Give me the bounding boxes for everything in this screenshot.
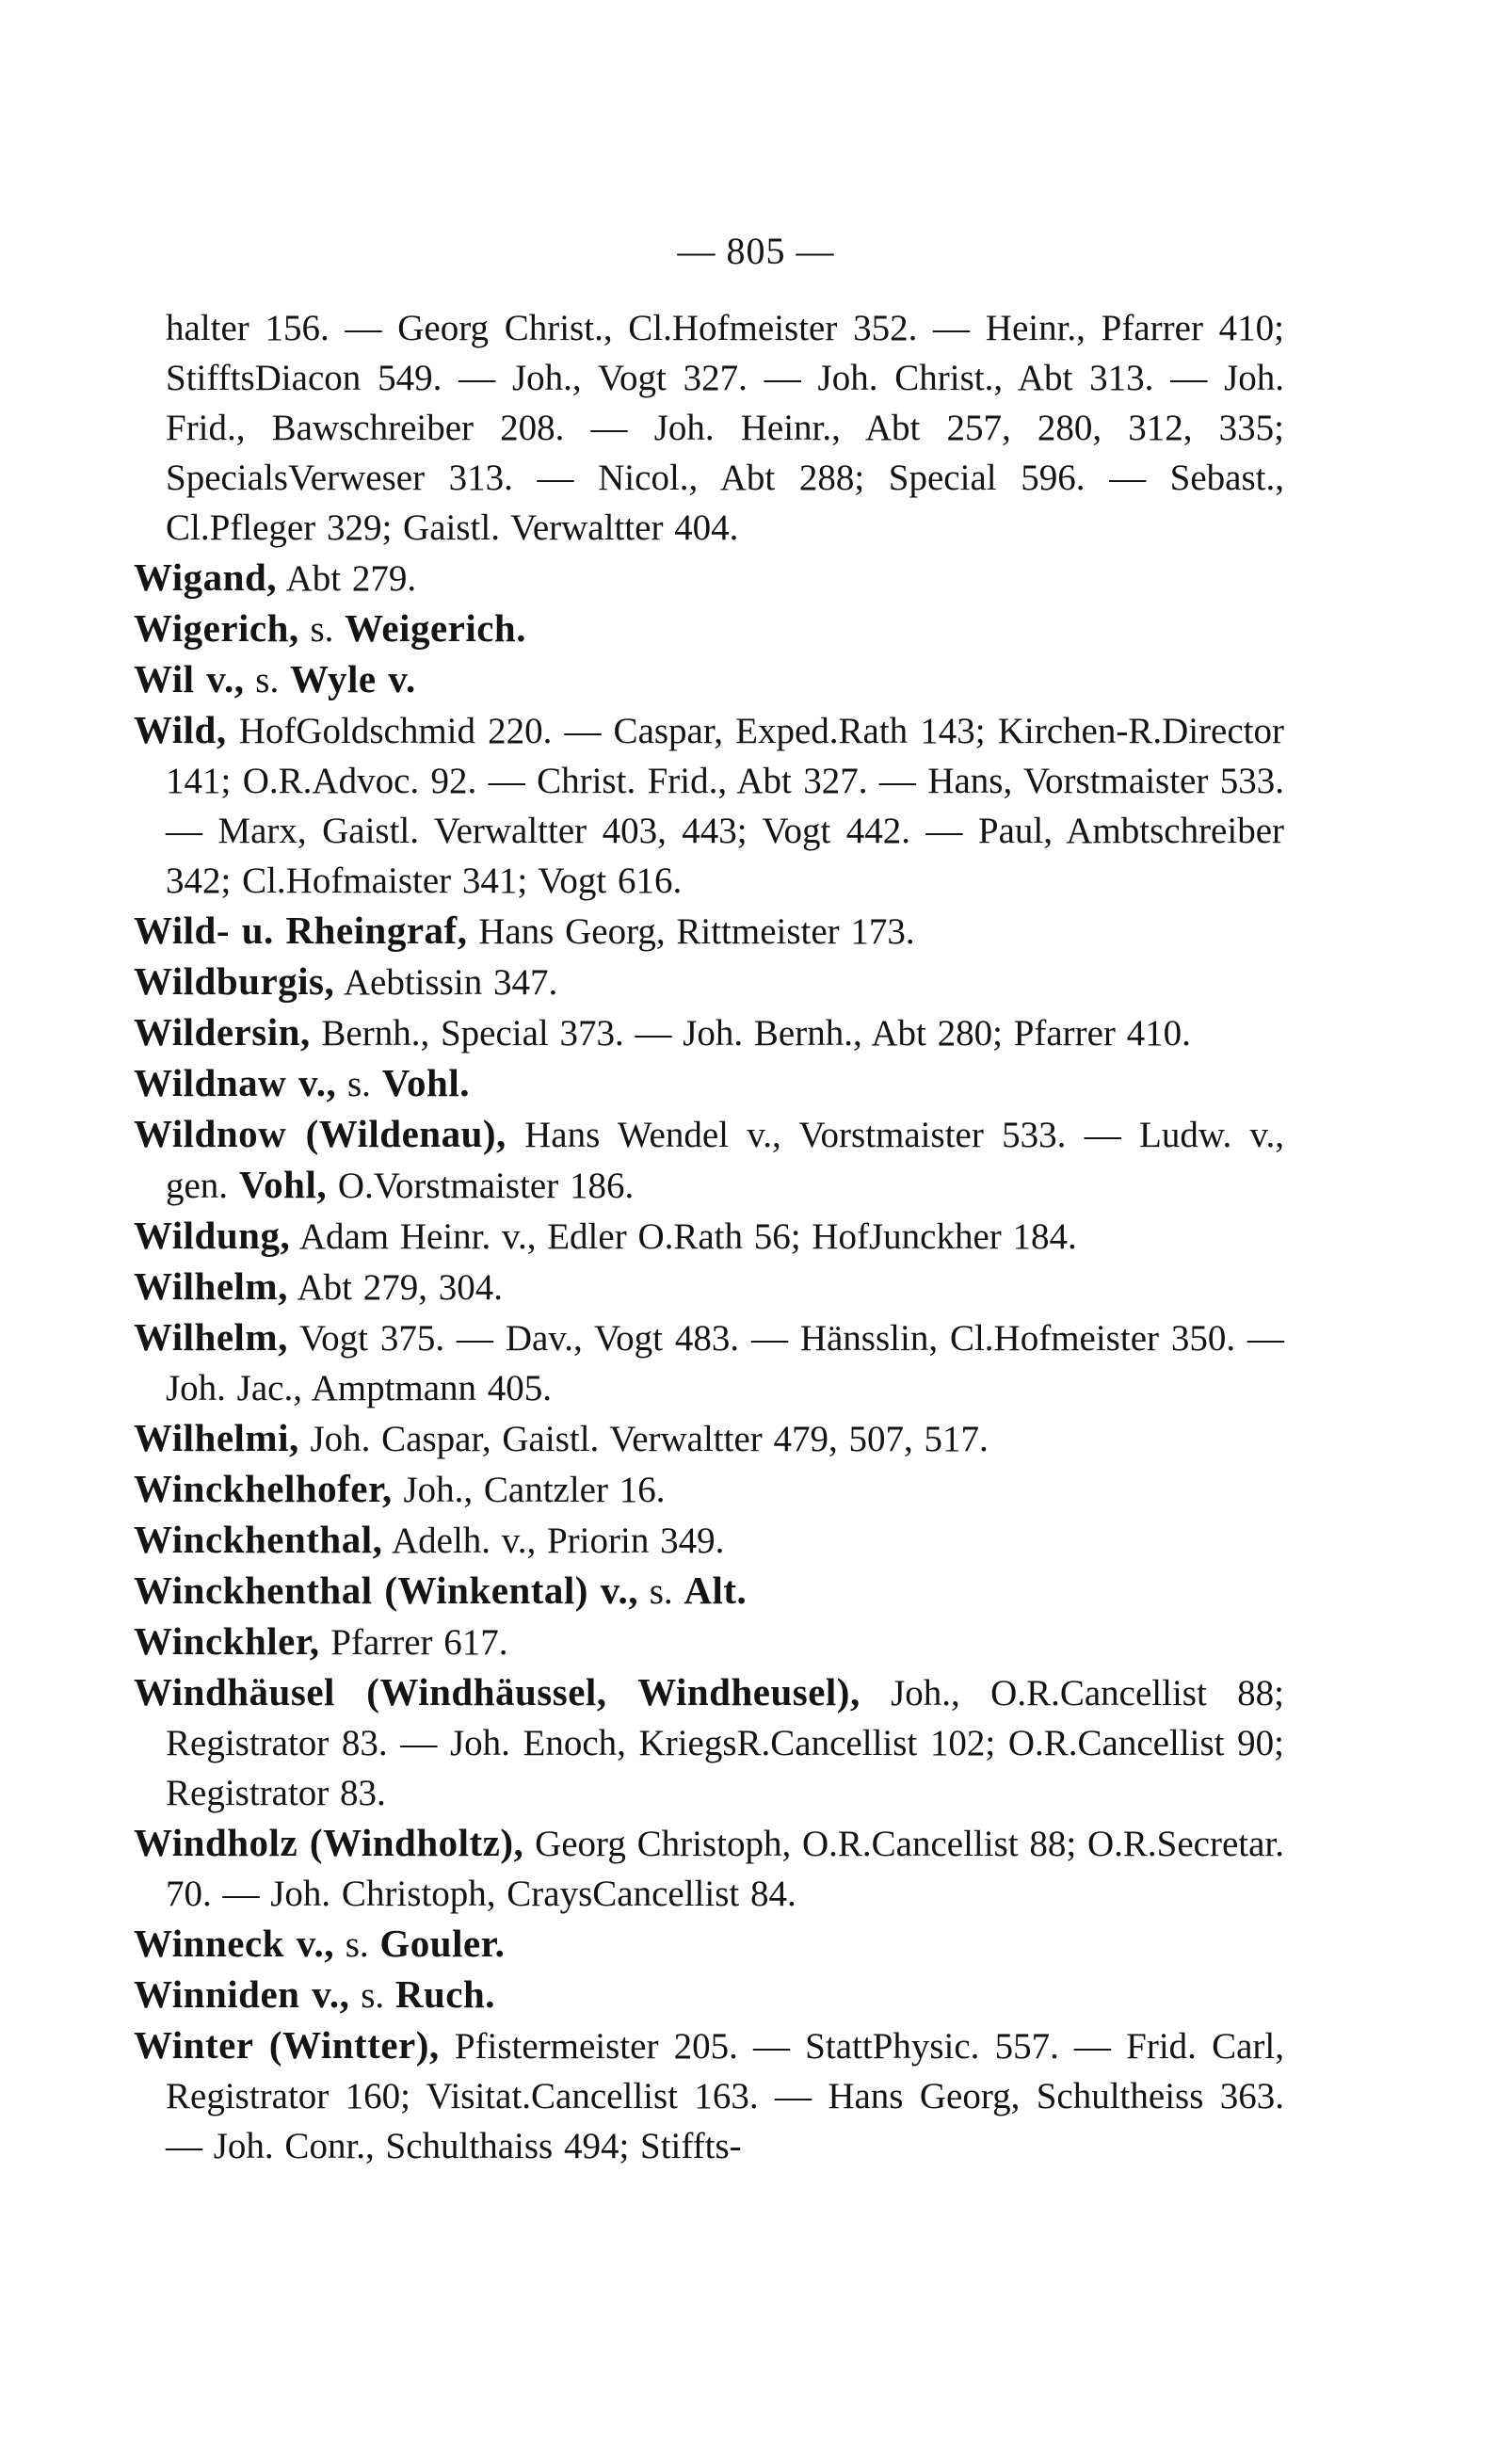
index-entry bbox=[134, 1058, 1284, 1109]
index-entry bbox=[134, 1566, 1284, 1617]
entry-headword: Wigand, bbox=[134, 555, 278, 599]
index-entry-continuation bbox=[134, 303, 1284, 553]
entry-headword: Wildnaw v., bbox=[134, 1061, 337, 1104]
index-entry bbox=[134, 1617, 1284, 1667]
index-entry bbox=[134, 654, 1284, 705]
entry-text: Hans Wendel v., Vorstmaister 533. — Ludw. v., gen. bbox=[166, 1115, 1285, 1206]
entry-text: Hans Georg, Rittmeister 173. bbox=[478, 911, 915, 952]
index-entry bbox=[134, 603, 1284, 654]
entry-headword: Windhäusel (Windhäussel, Windheusel), bbox=[134, 1670, 861, 1714]
entry-headword: Winneck v., bbox=[134, 1922, 334, 1965]
cross-reference: Wyle v. bbox=[289, 657, 416, 700]
entry-text: Vogt 375. — Dav., Vogt 483. — Hänsslin, Cl.Hofmeister 350. — Joh. Jac., Amptmann 405. bbox=[166, 1318, 1284, 1408]
index-entry bbox=[134, 906, 1284, 957]
entry-headword: Wildburgis, bbox=[134, 959, 335, 1003]
index-entry bbox=[134, 1667, 1284, 1818]
entry-headword: Winckhenthal (Winkental) v., bbox=[134, 1569, 638, 1612]
entry-headword: Windholz (Windholtz), bbox=[134, 1821, 524, 1864]
entry-text: s. bbox=[361, 1975, 385, 2016]
entry-headword: Wilhelmi, bbox=[134, 1416, 299, 1459]
index-entry bbox=[134, 1818, 1284, 1919]
entry-headword: Winckhelhofer, bbox=[134, 1467, 393, 1510]
entry-headword: Wildung, bbox=[134, 1214, 291, 1257]
entry-text: Joh., Cantzler 16. bbox=[403, 1470, 666, 1510]
cross-reference: Vohl, bbox=[238, 1163, 328, 1206]
entry-text: s. bbox=[255, 660, 280, 700]
entry-headword: Winckhenthal, bbox=[134, 1518, 383, 1561]
entry-headword: Wilhelm, bbox=[134, 1264, 288, 1308]
entry-text: Adelh. v., Priorin 349. bbox=[391, 1521, 725, 1561]
cross-reference: Weigerich. bbox=[345, 606, 526, 650]
entry-text: Abt 279, 304. bbox=[297, 1267, 503, 1308]
entry-headword: Wildersin, bbox=[134, 1010, 311, 1054]
entry-text: Abt 279. bbox=[285, 558, 417, 599]
cross-reference: Vohl. bbox=[381, 1061, 470, 1104]
entry-text: Georg Christoph, O.R.Cancellist 88; O.R.Secretar. 70. — Joh. Christoph, CraysCancellist 84. bbox=[166, 1824, 1284, 1914]
entry-text: Pfarrer 617. bbox=[330, 1622, 508, 1663]
index-entry bbox=[134, 1413, 1284, 1464]
index-entry bbox=[134, 1970, 1284, 2020]
entry-text: Joh., O.R.Cancellist 88; Registrator 83. — Joh. Enoch, KriegsR.Cancellist 102; O.R.Cancellist 90; Registrator 83. bbox=[166, 1673, 1285, 1813]
index-entry bbox=[134, 1262, 1284, 1312]
entry-headword: Wigerich, bbox=[134, 606, 299, 650]
entry-text: s. bbox=[347, 1064, 371, 1104]
entry-headword: Wil v., bbox=[134, 657, 245, 700]
entry-headword: Winckhler, bbox=[134, 1619, 320, 1663]
index-entry bbox=[134, 1312, 1284, 1413]
index-entry bbox=[134, 1919, 1284, 1970]
index-entry bbox=[134, 1515, 1284, 1566]
index-entry bbox=[134, 705, 1284, 906]
entry-text: Pfistermeister 205. — StattPhysic. 557. — Frid. Carl, Registrator 160; Visitat.Cancellist 163. — Hans Georg, Schultheiss 363. — Joh. Conr., Schulthaiss 494; Stiffts- bbox=[166, 2026, 1284, 2166]
entry-headword: Wild- u. Rheingraf, bbox=[134, 909, 468, 952]
entry-headword: Wilhelm, bbox=[134, 1315, 288, 1359]
entry-headword: Wildnow (Wildenau), bbox=[134, 1112, 507, 1155]
index-entry bbox=[134, 1007, 1284, 1058]
index-entry bbox=[134, 1109, 1284, 1211]
entry-text-tail: O.Vorstmaister 186. bbox=[337, 1166, 635, 1206]
page-number: — 805 — bbox=[677, 230, 835, 272]
index-entry bbox=[134, 2020, 1284, 2171]
cross-reference: Gouler. bbox=[379, 1922, 506, 1965]
index-entry bbox=[134, 1464, 1284, 1515]
index-entry bbox=[134, 553, 1284, 603]
cross-reference: Ruch. bbox=[394, 1972, 496, 2016]
index-entry bbox=[134, 1211, 1284, 1262]
cross-reference: Alt. bbox=[684, 1569, 748, 1612]
entry-headword: Winter (Wintter), bbox=[134, 2023, 440, 2067]
index-entries bbox=[134, 303, 1284, 2171]
entry-text: halter 156. — Georg Christ., Cl.Hofmeister 352. — Heinr., Pfarrer 410; StifftsDiacon 549. — Joh., Vogt 327. — Joh. Christ., Abt 313. — Joh. Frid., Bawschreiber 208. — Joh. Heinr., Abt 257, 280, 312, 335; SpecialsVerweser 313. — Nicol., Abt 288; Special 596. — Sebast., Cl.Pfleger 329; Gaistl. Verwaltter 404. bbox=[166, 308, 1284, 548]
entry-text: Aebtissin 347. bbox=[343, 962, 558, 1003]
entry-headword: Winniden v., bbox=[134, 1972, 350, 2016]
entry-text: Bernh., Special 373. — Joh. Bernh., Abt 280; Pfarrer 410. bbox=[321, 1013, 1191, 1054]
entry-text: s. bbox=[345, 1924, 369, 1965]
entry-text: HofGoldschmid 220. — Caspar, Exped.Rath 143; Kirchen-R.Director 141; O.R.Advoc. 92. — Christ. Frid., Abt 327. — Hans, Vorstmaister 533. — Marx, Gaistl. Verwaltter 403, 443; Vogt 442. — Paul, Ambtschreiber 342; Cl.Hofmaister 341; Vogt 616. bbox=[166, 711, 1285, 901]
entry-text: s. bbox=[310, 609, 334, 650]
entry-text: s. bbox=[649, 1571, 673, 1612]
entry-headword: Wild, bbox=[134, 708, 227, 751]
entry-text: Adam Heinr. v., Edler O.Rath 56; HofJunckher 184. bbox=[298, 1216, 1077, 1257]
index-entry bbox=[134, 957, 1284, 1007]
entry-text: Joh. Caspar, Gaistl. Verwaltter 479, 507, 517. bbox=[310, 1419, 989, 1459]
